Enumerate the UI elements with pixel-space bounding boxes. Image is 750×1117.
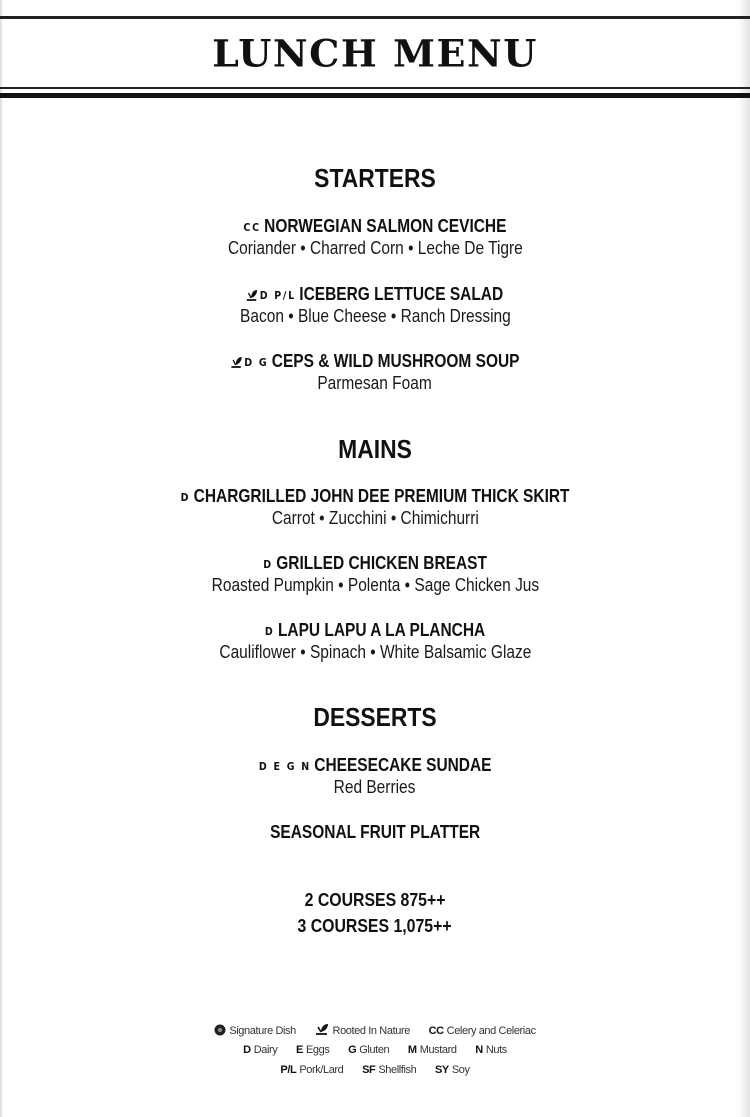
- menu-item: [0, 822, 750, 843]
- legend-entry: P/L Pork/Lard: [280, 1064, 344, 1076]
- item-description: Parmesan Foam: [317, 373, 433, 393]
- legend-row-1: [0, 1023, 750, 1037]
- rooted-in-nature-icon: [231, 356, 243, 368]
- allergen-tags: D G: [244, 356, 269, 369]
- allergen-tags: D E G N: [258, 760, 311, 773]
- rooted-in-nature-icon: [315, 1023, 329, 1035]
- legend-entry: SF Shellfish: [362, 1064, 417, 1076]
- item-name-line: [259, 755, 492, 776]
- item-name-line: [246, 284, 503, 305]
- allergen-tags: D: [263, 558, 273, 571]
- page-title: LUNCH MENU: [212, 31, 538, 76]
- item-name-line: [243, 216, 506, 237]
- legend-entry: Rooted In Nature: [315, 1025, 413, 1037]
- menu-item: [0, 284, 750, 327]
- price-two-courses: 2 COURSES 875++: [304, 890, 446, 910]
- legend-entry: E Eggs: [296, 1044, 330, 1056]
- section-title-mains: MAINS: [338, 434, 412, 464]
- item-name: SEASONAL FRUIT PLATTER: [269, 822, 481, 842]
- item-name: CHARGRILLED JOHN DEE PREMIUM THICK SKIRT: [193, 486, 570, 506]
- item-name: LAPU LAPU A LA PLANCHA: [277, 620, 486, 640]
- legend-entry: Signature Dish: [214, 1025, 298, 1037]
- legend-entry: CC Celery and Celeriac: [428, 1025, 536, 1037]
- top-rule: [0, 16, 750, 19]
- item-name-line: [270, 822, 480, 843]
- item-name: CEPS & WILD MUSHROOM SOUP: [271, 351, 520, 371]
- item-description: Cauliflower • Spinach • White Balsamic Glaze: [219, 642, 531, 662]
- item-description: Roasted Pumpkin • Polenta • Sage Chicken Jus: [211, 575, 539, 595]
- legend-row-2: [0, 1044, 750, 1056]
- item-name: NORWEGIAN SALMON CEVICHE: [264, 216, 507, 236]
- item-description: Bacon • Blue Cheese • Ranch Dressing: [239, 306, 511, 326]
- allergen-tags: CC: [243, 221, 261, 234]
- menu-item: [0, 216, 750, 259]
- allergen-tags: D: [264, 625, 275, 638]
- item-name-line: [181, 486, 570, 507]
- menu-item: [0, 553, 750, 596]
- legend-entry: M Mustard: [407, 1044, 457, 1056]
- item-name-line: [263, 553, 487, 574]
- item-name: CHEESECAKE SUNDAE: [314, 755, 492, 775]
- section-title-desserts: DESSERTS: [313, 702, 437, 732]
- legend-row-3: [0, 1064, 750, 1076]
- section-title-starters: STARTERS: [314, 163, 436, 193]
- legend-entry: SY Soy: [434, 1064, 470, 1076]
- item-name-line: [231, 351, 520, 372]
- legend-entry: N Nuts: [475, 1044, 507, 1056]
- menu-item: [0, 486, 750, 529]
- item-description: Carrot • Zucchini • Chimichurri: [271, 508, 479, 528]
- legend-entry: D Dairy: [243, 1044, 278, 1056]
- menu-item: [0, 620, 750, 663]
- item-name-line: [265, 620, 485, 641]
- item-description: Coriander • Charred Corn • Leche De Tigre: [227, 238, 523, 258]
- menu-item: [0, 755, 750, 798]
- menu-item: [0, 351, 750, 394]
- legend-entry: G Gluten: [348, 1044, 390, 1056]
- price-three-courses: 3 COURSES 1,075++: [297, 916, 453, 936]
- allergen-tags: D: [180, 491, 191, 504]
- item-description: Red Berries: [334, 777, 416, 797]
- item-name: ICEBERG LETTUCE SALAD: [299, 284, 504, 304]
- signature-dish-icon: [214, 1024, 226, 1036]
- header-rule-thick: [0, 93, 750, 98]
- header-rule-thin: [0, 87, 750, 89]
- rooted-in-nature-icon: [246, 289, 258, 301]
- item-name: GRILLED CHICKEN BREAST: [276, 553, 487, 573]
- allergen-tags: D P/L: [260, 289, 297, 302]
